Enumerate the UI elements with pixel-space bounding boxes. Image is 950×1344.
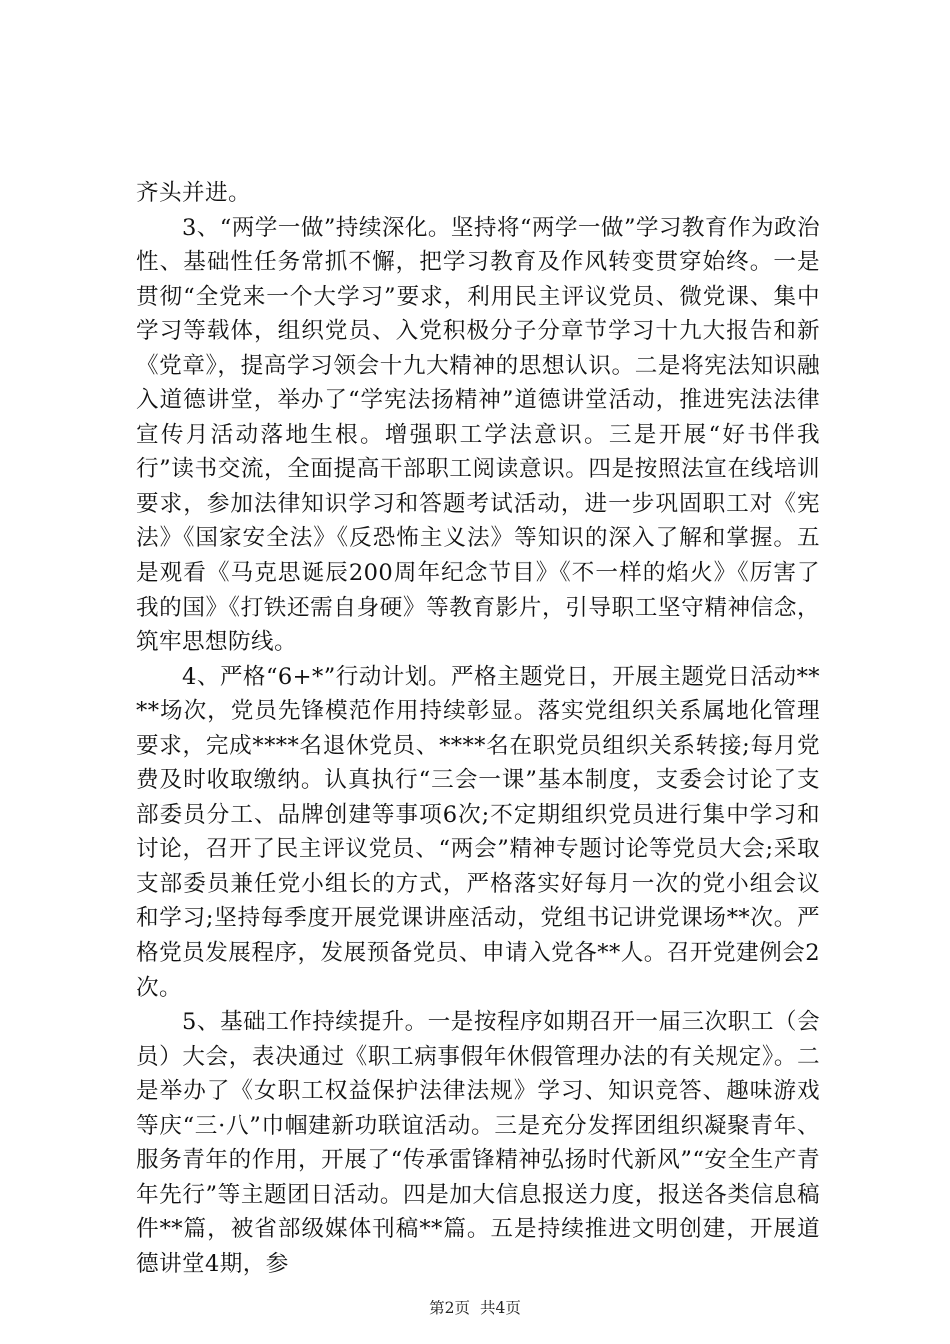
document-body (136, 176, 820, 1282)
paragraph-item-5: 5、基础工作持续提升。一是按程序如期召开一届三次职工（会员）大会，表决通过《职工病事假年休假管理办法的有关规定》。二是举办了《女职工权益保护法律法规》学习、知识竞答、趣味游戏等庆“三·八”巾帼建新功联谊活动。三是充分发挥团组织凝聚青年、服务青年的作用，开展了“传承雷锋精神弘扬时代新风”“安全生产青年先行”等主题团日活动。四是加大信息报送力度，报送各类信息稿件**篇，被省部级媒体刊稿**篇。五是持续推进文明创建，开展道德讲堂4期，参 (136, 1009, 820, 1277)
paragraph-item-3: 3、“两学一做”持续深化。坚持将“两学一做”学习教育作为政治性、基础性任务常抓不懈，把学习教育及作风转变贯穿始终。一是贯彻“全党来一个大学习”要求，利用民主评议党员、微党课、集中学习等载体，组织党员、入党积极分子分章节学习十九大报告和新《党章》，提高学习领会十九大精神的思想认识。二是将宪法知识融入道德讲堂，举办了“学宪法扬精神”道德讲堂活动，推进宪法法律宣传月活动落地生根。增强职工学法意识。三是开展“好书伴我行”读书交流，全面提高干部职工阅读意识。四是按照法宣在线培训要求，参加法律知识学习和答题考试活动，进一步巩固职工对《宪法》《国家安全法》《反恐怖主义法》等知识的深入了解和掌握。五是观看《马克思诞辰200周年纪念节目》《不一样的焰火》《厉害了我的国》《打铁还需自身硬》等教育影片，引导职工坚守精神信念，筑牢思想防线。 (136, 214, 820, 656)
page-footer (0, 1298, 950, 1318)
paragraph-item-4: 4、严格“6+*”行动计划。严格主题党日，开展主题党日活动****场次，党员先锋模范作用持续彰显。落实党组织关系属地化管理要求，完成****名退休党员、****名在职党员组织关系转接;每月党费及时收取缴纳。认真执行“三会一课”基本制度，支委会讨论了支部委员分工、品牌创建等事项6次;不定期组织党员进行集中学习和讨论，召开了民主评议党员、“两会”精神专题讨论等党员大会;采取支部委员兼任党小组长的方式，严格落实好每月一次的党小组会议和学习;坚持每季度开展党课讲座活动，党组书记讲党课场**次。严格党员发展程序，发展预备党员、申请入党各**人。召开党建例会2次。 (136, 663, 820, 1001)
page-number: 第2页 (429, 1299, 470, 1317)
paragraph-continuation: 齐头并进。 (136, 180, 251, 206)
page-total: 共4页 (480, 1299, 521, 1317)
